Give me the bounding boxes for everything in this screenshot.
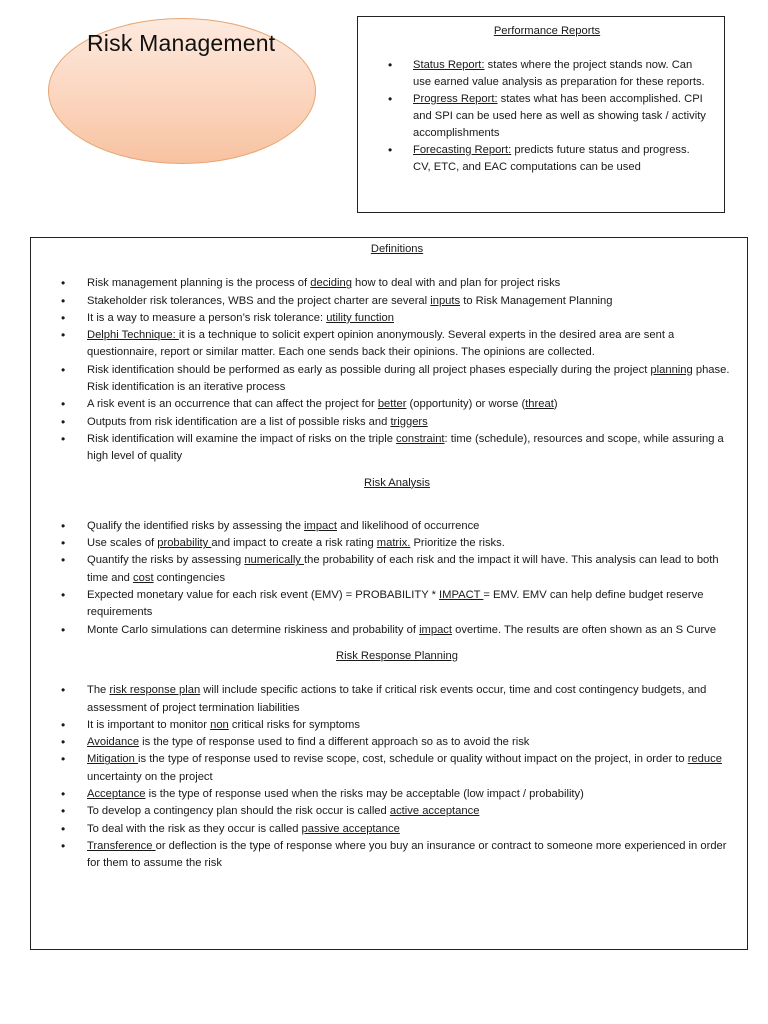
bullet-icon: •	[61, 536, 66, 551]
list-item	[61, 396, 733, 413]
bullet-icon: •	[61, 821, 66, 836]
report-label: Progress Report:	[413, 93, 498, 105]
item-text: contingencies	[153, 571, 226, 584]
item-text: phase. Risk identification is an iterative process	[87, 363, 730, 394]
item-text: To deal with the risk as they occur is called	[87, 822, 302, 835]
report-label: Forecasting Report:	[413, 144, 512, 156]
bullet-icon: •	[61, 838, 66, 853]
report-label: Status Report:	[413, 59, 485, 71]
list-item	[61, 838, 733, 873]
notes-box	[30, 237, 748, 950]
underlined-term: active acceptance	[389, 805, 480, 818]
underlined-term: constraint	[396, 432, 445, 445]
page-title: Risk Management	[87, 30, 276, 56]
underlined-term: non	[210, 718, 229, 731]
underlined-term: IMPACT	[439, 589, 484, 602]
list-item	[61, 682, 733, 717]
underlined-term: Acceptance	[87, 788, 146, 801]
item-text: Quantify the risks by assessing	[87, 554, 245, 567]
list-item	[61, 431, 733, 466]
bullet-icon: •	[61, 397, 66, 412]
bullet-icon: •	[61, 293, 66, 308]
item-text: how to deal with and plan for project risks	[351, 277, 561, 290]
report-text: states where the project stands now. Can use earned value analysis as preparation for these reports.	[413, 59, 705, 88]
bullet-icon: •	[61, 553, 66, 568]
list-item	[61, 518, 733, 535]
bullet-icon: •	[61, 622, 66, 637]
bullet-icon: •	[61, 752, 66, 767]
list-item	[61, 275, 733, 292]
list-item	[388, 142, 706, 176]
underlined-term: numerically	[244, 554, 305, 567]
underlined-term: Avoidance	[87, 736, 140, 749]
bullet-icon: •	[61, 717, 66, 732]
underlined-term: Mitigation	[87, 753, 138, 766]
bullet-icon: •	[388, 92, 393, 106]
bullet-icon: •	[61, 276, 66, 291]
item-text: : time (schedule), resources and scope, while assuring a high level of quality	[87, 432, 724, 463]
list-item	[61, 552, 733, 587]
item-text: (opportunity) or worse (	[406, 398, 526, 411]
bullet-icon: •	[61, 804, 66, 819]
underlined-term: reduce	[687, 753, 722, 766]
list-item	[61, 786, 733, 803]
item-text: Risk identification should be performed as early as possible during all project phases especially during the project	[87, 363, 651, 376]
definitions-list	[61, 275, 733, 465]
item-text: Risk management planning is the process of	[87, 277, 311, 290]
item-text: Prioritize the risks.	[410, 537, 505, 550]
list-item	[61, 414, 733, 431]
item-text: )	[553, 398, 558, 411]
report-text: states what has been accomplished. CPI and SPI can be used here as well as showing task / activity accomplishments	[413, 93, 706, 139]
underlined-term: utility function	[326, 311, 394, 324]
performance-reports-heading: Performance Reports	[493, 25, 601, 37]
risk-analysis-heading: Risk Analysis	[364, 476, 430, 489]
item-text: Outputs from risk identification are a list of possible risks and	[87, 415, 391, 428]
item-text: overtime. The results are often shown as an S Curve	[452, 623, 717, 636]
bullet-icon: •	[61, 588, 66, 603]
item-text: Use scales of	[87, 537, 158, 550]
item-text: or deflection is the type of response where you buy an insurance or contract to someone more experienced in order for them to assume the risk	[87, 839, 727, 870]
item-text: = EMV. EMV can help define budget reserve requirements	[87, 589, 704, 619]
item-text: It is a way to measure a person’s risk tolerance:	[87, 311, 327, 324]
item-text: uncertainty on the project	[87, 770, 213, 783]
underlined-term: threat	[525, 398, 554, 411]
bullet-icon: •	[61, 735, 66, 750]
item-text: To develop a contingency plan should the risk occur is called	[87, 805, 390, 818]
bullet-icon: •	[61, 518, 66, 533]
item-text: is the type of response used to find a different approach so as to avoid the risk	[139, 736, 530, 749]
definitions-heading: Definitions	[370, 243, 424, 255]
bullet-icon: •	[61, 310, 66, 325]
risk-response-list	[61, 682, 733, 872]
risk-analysis-list	[61, 518, 733, 639]
bullet-icon: •	[61, 431, 66, 446]
item-text: will include specific actions to take if critical risk events occur, time and cost contingency budgets, and assessment of project termination liabilities	[87, 684, 707, 714]
list-item	[61, 622, 733, 639]
list-item	[61, 821, 733, 838]
item-text: Stakeholder risk tolerances, WBS and the project charter are several	[87, 294, 431, 307]
item-text: is the type of response used to revise scope, cost, schedule or quality without impact on the project, in order to	[138, 753, 688, 766]
list-item	[61, 293, 733, 310]
list-item	[388, 91, 706, 142]
risk-response-heading: Risk Response Planning	[336, 649, 458, 662]
list-item	[61, 751, 733, 786]
list-item	[61, 734, 733, 751]
bullet-icon: •	[61, 328, 66, 343]
list-item	[61, 362, 733, 397]
underlined-term: probability	[157, 537, 212, 550]
underlined-term: passive acceptance	[301, 822, 400, 835]
underlined-term: Transference	[87, 839, 156, 852]
underlined-term: Delphi Technique:	[87, 329, 179, 342]
underlined-term: matrix.	[376, 537, 411, 550]
list-item	[61, 310, 733, 327]
item-text: Monte Carlo simulations can determine riskiness and probability of	[87, 623, 420, 636]
underlined-term: cost	[133, 571, 154, 584]
underlined-term: better	[377, 398, 407, 411]
item-text: it is a technique to solicit expert opinion anonymously. Several experts in the desired area are sent a questionnaire, report or similar matter. Each one sends back their opinions. The opinions are collected.	[87, 329, 675, 359]
item-text: is the type of response used when the risks may be acceptable (low impact / probability)	[145, 788, 584, 801]
bullet-icon: •	[388, 143, 393, 157]
underlined-term: impact	[419, 623, 453, 636]
bullet-icon: •	[61, 362, 66, 377]
underlined-term: triggers	[390, 415, 428, 428]
item-text: critical risks for symptoms	[228, 718, 360, 731]
underlined-term: risk response plan	[109, 684, 201, 697]
item-text: to Risk Management Planning	[460, 294, 613, 307]
item-text: and likelihood of occurrence	[336, 519, 480, 532]
list-item	[61, 327, 733, 362]
underlined-term: planning	[650, 363, 693, 376]
bullet-icon: •	[388, 58, 393, 72]
item-text: Qualify the identified risks by assessing the	[87, 519, 305, 532]
list-item	[388, 57, 706, 91]
bullet-icon: •	[61, 787, 66, 802]
performance-reports-box	[357, 16, 725, 213]
item-text: Risk identification will examine the impact of risks on the triple	[87, 432, 397, 445]
performance-reports-list	[388, 57, 706, 176]
underlined-term: inputs	[430, 294, 461, 307]
bullet-icon: •	[61, 414, 66, 429]
list-item	[61, 535, 733, 552]
item-text: Expected monetary value for each risk event (EMV) = PROBABILITY *	[87, 589, 440, 602]
report-text: predicts future status and progress. CV, ETC, and EAC computations can be used	[413, 144, 690, 173]
list-item	[61, 803, 733, 820]
item-text: the probability of each risk and the impact it will have. This analysis can lead to both time and	[87, 554, 719, 584]
underlined-term: deciding	[310, 277, 352, 290]
item-text: It is important to monitor	[87, 718, 211, 731]
item-text: A risk event is an occurrence that can affect the project for	[87, 398, 378, 411]
bullet-icon: •	[61, 683, 66, 698]
item-text: The	[87, 684, 110, 697]
underlined-term: impact	[304, 519, 337, 532]
list-item	[61, 717, 733, 734]
item-text: and impact to create a risk rating	[211, 537, 377, 550]
list-item	[61, 587, 733, 622]
